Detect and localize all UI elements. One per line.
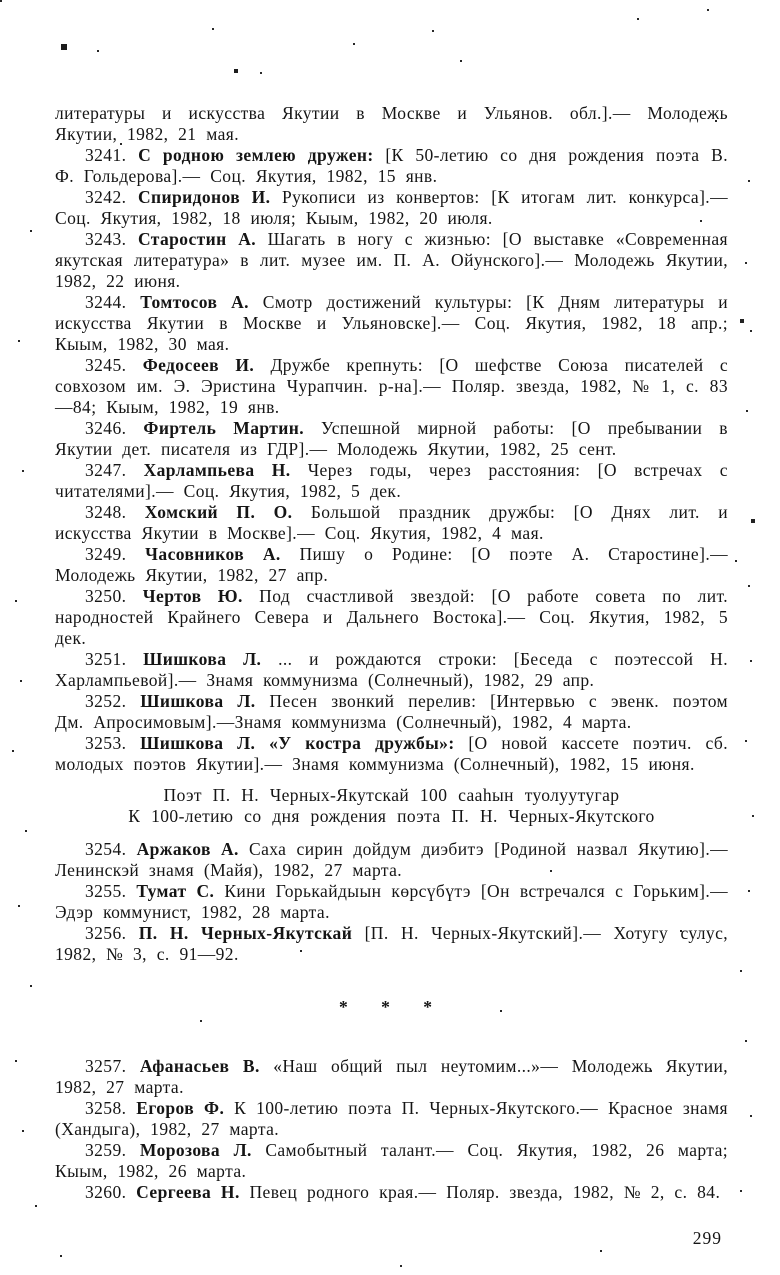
entry-number: 3252. — [85, 691, 127, 711]
bibliography-entry-3244 — [55, 292, 728, 355]
entry-number: 3253. — [85, 733, 127, 753]
entry-author: Шишкова Л. — [143, 649, 262, 669]
entry-text: Песен звонкий перелив: [Интервью с эвенк. поэтом Дм. Апросимовым].—Знамя коммунизма (Солнечный), 1982, 4 марта. — [55, 691, 729, 732]
entry-text: Через годы, через расстояния: [О встречах с читателями].— Соц. Якутия, 1982, 5 дек. — [55, 460, 728, 501]
entry-author: Морозова Л. — [139, 1140, 252, 1160]
entry-number: 3258. — [85, 1098, 127, 1118]
section-heading-yakut: Поэт П. Н. Черных-Якутскай 100 сааһын туолуутугар — [163, 785, 620, 805]
section-heading-russian: К 100-летию со дня рождения поэта П. Н. Черных-Якутского — [128, 806, 655, 826]
entry-number: 3251. — [85, 649, 127, 669]
asterisk-separator: * * * — [339, 997, 444, 1017]
entry-author: Егоров Ф. — [136, 1098, 225, 1118]
entry-text: Самобытный талант.— Соц. Якутия, 1982, 26 марта; Кыым, 1982, 26 марта. — [55, 1140, 728, 1181]
entry-author: Чертов Ю. — [142, 586, 243, 606]
entry-author: Шишкова Л. — [140, 691, 256, 711]
bibliography-entry-3247 — [55, 460, 728, 502]
entry-author: Сергеева Н. — [136, 1182, 240, 1202]
entry-number: 3260. — [85, 1182, 127, 1202]
bibliography-entry-3248 — [55, 502, 728, 544]
entry-author: Аржаков А. — [136, 839, 239, 859]
entry-number: 3257. — [85, 1056, 127, 1076]
entry-author: Афанасьев В. — [139, 1056, 260, 1076]
entry-author: Спиридонов И. — [137, 187, 271, 207]
bibliography-entry-3243 — [55, 229, 728, 292]
entry-text: Рукописи из конвертов: [К итогам лит. конкурса].— Соц. Якутия, 1982, 18 июля; Кыым, 1982, 20 июля. — [55, 187, 728, 228]
bibliography-entry-3256 — [55, 923, 728, 965]
entry-text: Смотр достижений культуры: [К Дням литературы и искусства Якутии в Москве и Ульяновске].— Соц. Якутия, 1982, 18 апр.; Кыым, 1982, 30 мая. — [55, 292, 728, 354]
entry-author: Шишкова Л. «У костра дружбы»: — [140, 733, 455, 753]
entry-text: Пишу о Родине: [О поэте А. Старостине].— Молодежь Якутии, 1982, 27 апр. — [55, 544, 728, 585]
entry-number: 3254. — [85, 839, 127, 859]
scan-noise-specks — [0, 0, 2, 2]
bibliography-entry-3245 — [55, 355, 728, 418]
entry-number: 3247. — [85, 460, 127, 480]
bibliography-entry-3250 — [55, 586, 728, 649]
entry-author: Фиртель Мартин. — [143, 418, 304, 438]
entry-text: К 100-летию поэта П. Черных-Якутского.— Красное знамя (Хандыга), 1982, 27 марта. — [55, 1098, 728, 1139]
bibliography-entry-3246 — [55, 418, 728, 460]
bibliography-entry-3258 — [55, 1098, 728, 1140]
continuation-text: литературы и искусства Якутии в Москве и Ульянов. обл.].— Молодежь Якутии, 1982, 21 мая. — [55, 103, 728, 144]
entry-number: 3245. — [85, 355, 127, 375]
bibliography-entry-3257 — [55, 1056, 728, 1098]
entry-text: Кини Горькайдыын көрсүбүтэ [Он встречался с Горьким].— Эдэр коммунист, 1982, 28 марта. — [55, 881, 728, 922]
entry-author: П. Н. Черных-Якутскай — [138, 923, 353, 943]
entry-text: [П. Н. Черных-Якутский].— Хотугу сулус, 1982, № 3, с. 91—92. — [55, 923, 729, 964]
entry-text: Певец родного края.— Поляр. звезда, 1982, № 2, с. 84. — [249, 1182, 721, 1202]
entry-number: 3246. — [85, 418, 127, 438]
entry-title: С родною землею дружен: — [138, 145, 374, 165]
bibliography-entry-3254 — [55, 839, 728, 881]
entry-number: 3244. — [85, 292, 127, 312]
bibliography-entry-3255 — [55, 881, 728, 923]
bibliography-entry-3253 — [55, 733, 728, 775]
entry-text: [О новой кассете поэтич. сб. молодых поэтов Якутии].— Знамя коммунизма (Солнечный), 1982, 15 июня. — [55, 733, 728, 774]
entry-number: 3259. — [85, 1140, 127, 1160]
entry-number: 3241. — [85, 145, 127, 165]
entry-text: Шагать в ногу с жизнью: [О выставке «Современная якутская литература» в лит. музее им. П. А. Ойунского].— Молодежь Якутии, 1982, 22 июня. — [55, 229, 728, 291]
entry-text: «Наш общий пыл неутомим...»— Молодежь Якутии, 1982, 27 марта. — [55, 1056, 728, 1097]
page-number: 299 — [692, 1228, 722, 1248]
bibliography-entry-3259 — [55, 1140, 728, 1182]
entry-author: Старостин А. — [138, 229, 257, 249]
entry-author: Томтосов А. — [140, 292, 249, 312]
entry-text: ... и рождаются строки: [Беседа с поэтессой Н. Харлампьевой].— Знамя коммунизма (Солнечный), 1982, 29 апр. — [55, 649, 728, 690]
entry-number: 3249. — [85, 544, 127, 564]
entry-text: Большой праздник дружбы: [О Днях лит. и искусства Якутии в Москве].— Соц. Якутия, 1982, 4 мая. — [55, 502, 728, 543]
entry-text: Под счастливой звездой: [О работе совета по лит. народностей Крайнего Севера и Дальнего Востока].— Соц. Якутия, 1982, 5 дек. — [55, 586, 728, 648]
entry-author: Харлампьева Н. — [143, 460, 291, 480]
bibliography-entry-3242 — [55, 187, 728, 229]
entry-author: Тумат С. — [136, 881, 215, 901]
bibliography-entry-3260 — [55, 1182, 728, 1203]
entry-number: 3255. — [85, 881, 127, 901]
continuation-paragraph — [55, 103, 728, 145]
bibliography-entry-3241 — [55, 145, 728, 187]
entry-text: Саха сирин дойдум диэбитэ [Родиной назвал Якутию].— Ленинскэй знамя (Майя), 1982, 27 марта. — [55, 839, 728, 880]
entry-number: 3243. — [85, 229, 127, 249]
entry-text: Дружбе крепнуть: [О шефстве Союза писателей с совхозом им. Э. Эристина Чурапчин. р-на].— Поляр. звезда, 1982, № 1, с. 83—84; Кыым, 1982, 19 янв. — [55, 355, 728, 417]
entry-number: 3242. — [85, 187, 127, 207]
entry-text: [К 50-летию со дня рождения поэта В. Ф. Гольдерова].— Соц. Якутия, 1982, 15 янв. — [55, 145, 728, 186]
bibliography-entry-3249 — [55, 544, 728, 586]
section-heading — [55, 785, 728, 827]
entry-number: 3248. — [85, 502, 127, 522]
bibliography-entry-3252 — [55, 691, 728, 733]
bibliography-entry-3251 — [55, 649, 728, 691]
entry-number: 3256. — [85, 923, 127, 943]
entry-number: 3250. — [85, 586, 127, 606]
entry-author: Федосеев И. — [142, 355, 255, 375]
entry-author: Хомский П. О. — [144, 502, 293, 522]
entry-author: Часовников А. — [145, 544, 281, 564]
entry-text: Успешной мирной работы: [О пребывании в Якутии дет. писателя из ГДР].— Молодежь Якутии, 1982, 25 сент. — [55, 418, 728, 459]
